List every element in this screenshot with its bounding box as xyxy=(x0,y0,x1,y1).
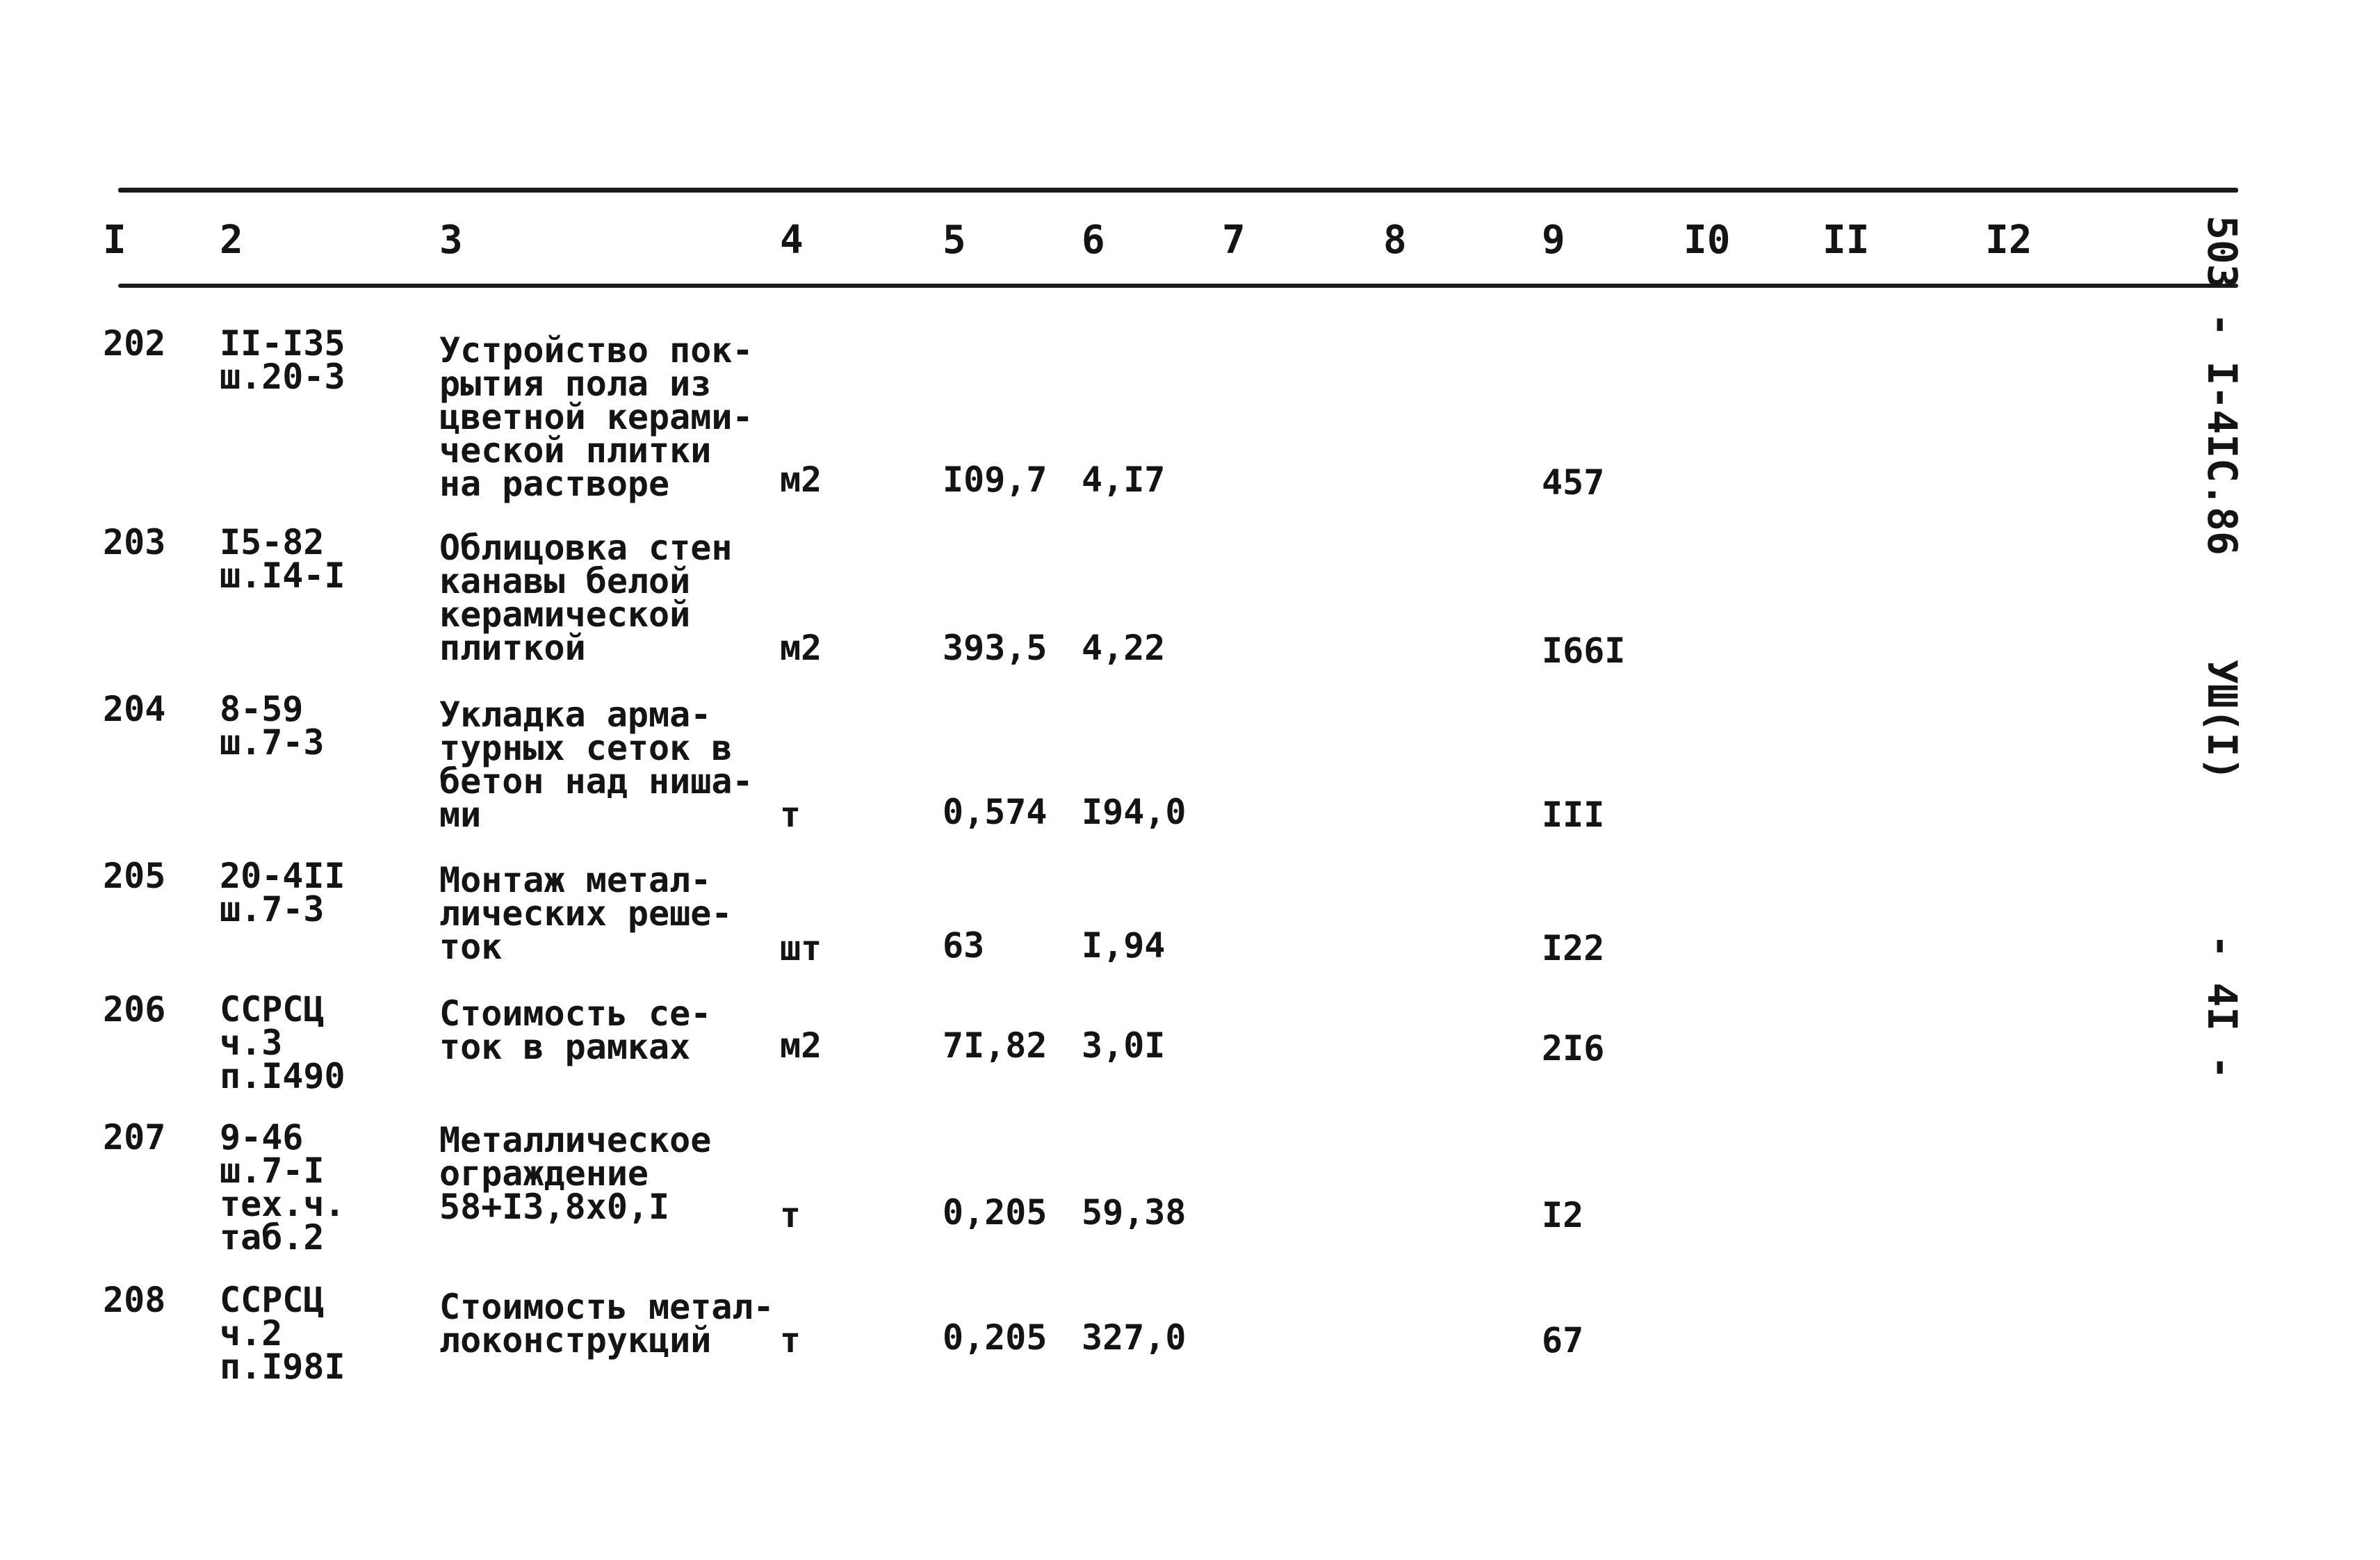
section-code: УШ(I) xyxy=(2199,659,2246,781)
ref-line: ССРСЦ xyxy=(220,1280,325,1320)
ref-line: тех.ч. xyxy=(220,1184,345,1224)
unit: м2 xyxy=(780,628,822,668)
desc-line: бетон над ниша- xyxy=(439,761,753,802)
top-rule xyxy=(118,188,2238,193)
desc-line: 58+I3,8х0,I xyxy=(439,1187,670,1227)
desc-line: ток в рамках xyxy=(439,1027,691,1067)
desc-line: Стоимость метал- xyxy=(439,1287,774,1327)
quantity: 393,5 xyxy=(943,628,1048,668)
norm-reference xyxy=(220,689,325,763)
quantity: 63 xyxy=(943,925,985,966)
ref-line: таб.2 xyxy=(220,1217,325,1258)
ref-line: II-I35 xyxy=(220,323,345,364)
ref-line: 8-59 xyxy=(220,689,304,729)
quantity: 7I,82 xyxy=(943,1025,1048,1066)
norm-reference xyxy=(220,856,345,929)
total: I2 xyxy=(1542,1195,1584,1235)
desc-line: локонструкций xyxy=(439,1320,712,1360)
norm-reference xyxy=(220,323,345,397)
page-number: - 4I - xyxy=(2199,934,2246,1080)
unit-price: 4,I7 xyxy=(1082,460,1166,500)
desc-line: Устройство пок- xyxy=(439,330,753,371)
quantity: 0,574 xyxy=(943,792,1048,832)
unit-price: I94,0 xyxy=(1082,792,1187,832)
header-col-12: I2 xyxy=(1985,218,2032,263)
desc-line: ческой плитки xyxy=(439,430,712,471)
quantity: I09,7 xyxy=(943,460,1048,500)
ref-line: ч.3 xyxy=(220,1023,283,1063)
row-number: 202 xyxy=(103,323,166,364)
header-col-2: 2 xyxy=(220,218,243,263)
total: I66I xyxy=(1542,631,1626,671)
work-description xyxy=(439,1287,774,1360)
header-rule xyxy=(118,284,2238,288)
unit: т xyxy=(780,1195,801,1235)
ref-line: ш.7-3 xyxy=(220,722,325,763)
ref-line: 9-46 xyxy=(220,1117,304,1157)
desc-line: турных сеток в xyxy=(439,728,733,768)
header-col-4: 4 xyxy=(780,218,804,263)
desc-line: цветной керами- xyxy=(439,397,753,437)
header-col-11: II xyxy=(1823,218,1870,263)
ref-line: ш.7-3 xyxy=(220,889,325,929)
row-number: 205 xyxy=(103,856,166,896)
ref-line: ч.2 xyxy=(220,1313,283,1354)
desc-line: рытия пола из xyxy=(439,364,712,404)
unit: т xyxy=(780,1320,801,1360)
header-col-6: 6 xyxy=(1082,218,1105,263)
row-number: 208 xyxy=(103,1280,166,1320)
ref-line: п.I98I xyxy=(220,1347,345,1387)
ref-line: I5-82 xyxy=(220,522,325,562)
work-description xyxy=(439,860,733,967)
norm-reference xyxy=(220,989,345,1096)
desc-line: лических реше- xyxy=(439,893,733,934)
desc-line: на растворе xyxy=(439,464,670,504)
unit-price: 4,22 xyxy=(1082,628,1166,668)
norm-reference xyxy=(220,522,345,596)
total: 457 xyxy=(1542,462,1605,503)
desc-line: Монтаж метал- xyxy=(439,860,712,900)
row-number: 207 xyxy=(103,1117,166,1157)
row-number: 203 xyxy=(103,522,166,562)
work-description xyxy=(439,330,753,504)
ref-line: ш.I4-I xyxy=(220,555,345,596)
unit: шт xyxy=(780,928,822,968)
unit: м2 xyxy=(780,1025,822,1066)
unit: м2 xyxy=(780,460,822,500)
total: III xyxy=(1542,795,1605,835)
norm-reference xyxy=(220,1280,345,1387)
norm-reference xyxy=(220,1117,345,1258)
row-number: 206 xyxy=(103,989,166,1030)
row-number: 204 xyxy=(103,689,166,729)
quantity: 0,205 xyxy=(943,1192,1048,1233)
unit-price: 327,0 xyxy=(1082,1317,1187,1358)
header-col-9: 9 xyxy=(1542,218,1565,263)
header-col-7: 7 xyxy=(1222,218,1246,263)
desc-line: ограждение xyxy=(439,1153,649,1194)
header-col-10: I0 xyxy=(1684,218,1731,263)
desc-line: канавы белой xyxy=(439,561,691,601)
ref-line: 20-4II xyxy=(220,856,345,896)
total: 2I6 xyxy=(1542,1028,1605,1069)
desc-line: Стоимость се- xyxy=(439,993,712,1034)
unit: т xyxy=(780,795,801,835)
total: I22 xyxy=(1542,928,1605,968)
header-col-1: I xyxy=(103,218,127,263)
work-description xyxy=(439,694,753,835)
header-col-5: 5 xyxy=(943,218,966,263)
quantity: 0,205 xyxy=(943,1317,1048,1358)
ref-line: ш.20-3 xyxy=(220,357,345,397)
desc-line: керамической xyxy=(439,594,691,635)
total: 67 xyxy=(1542,1320,1584,1360)
desc-line: ми xyxy=(439,795,482,835)
ref-line: ш.7-I xyxy=(220,1151,325,1191)
document-code: 503 - I-4IC.86 xyxy=(2199,216,2246,555)
header-col-3: 3 xyxy=(439,218,463,263)
desc-line: Укладка арма- xyxy=(439,694,712,735)
desc-line: Облицовка стен xyxy=(439,528,733,568)
unit-price: 59,38 xyxy=(1082,1192,1187,1233)
ref-line: ССРСЦ xyxy=(220,989,325,1030)
ref-line: п.I490 xyxy=(220,1056,345,1096)
side-stamp xyxy=(2199,216,2246,1080)
work-description xyxy=(439,993,712,1067)
desc-line: плиткой xyxy=(439,628,586,668)
desc-line: Металлическое xyxy=(439,1120,712,1160)
header-col-8: 8 xyxy=(1383,218,1407,263)
work-description xyxy=(439,1120,712,1227)
work-description xyxy=(439,528,733,668)
unit-price: 3,0I xyxy=(1082,1025,1166,1066)
unit-price: I,94 xyxy=(1082,925,1166,966)
desc-line: ток xyxy=(439,927,503,967)
